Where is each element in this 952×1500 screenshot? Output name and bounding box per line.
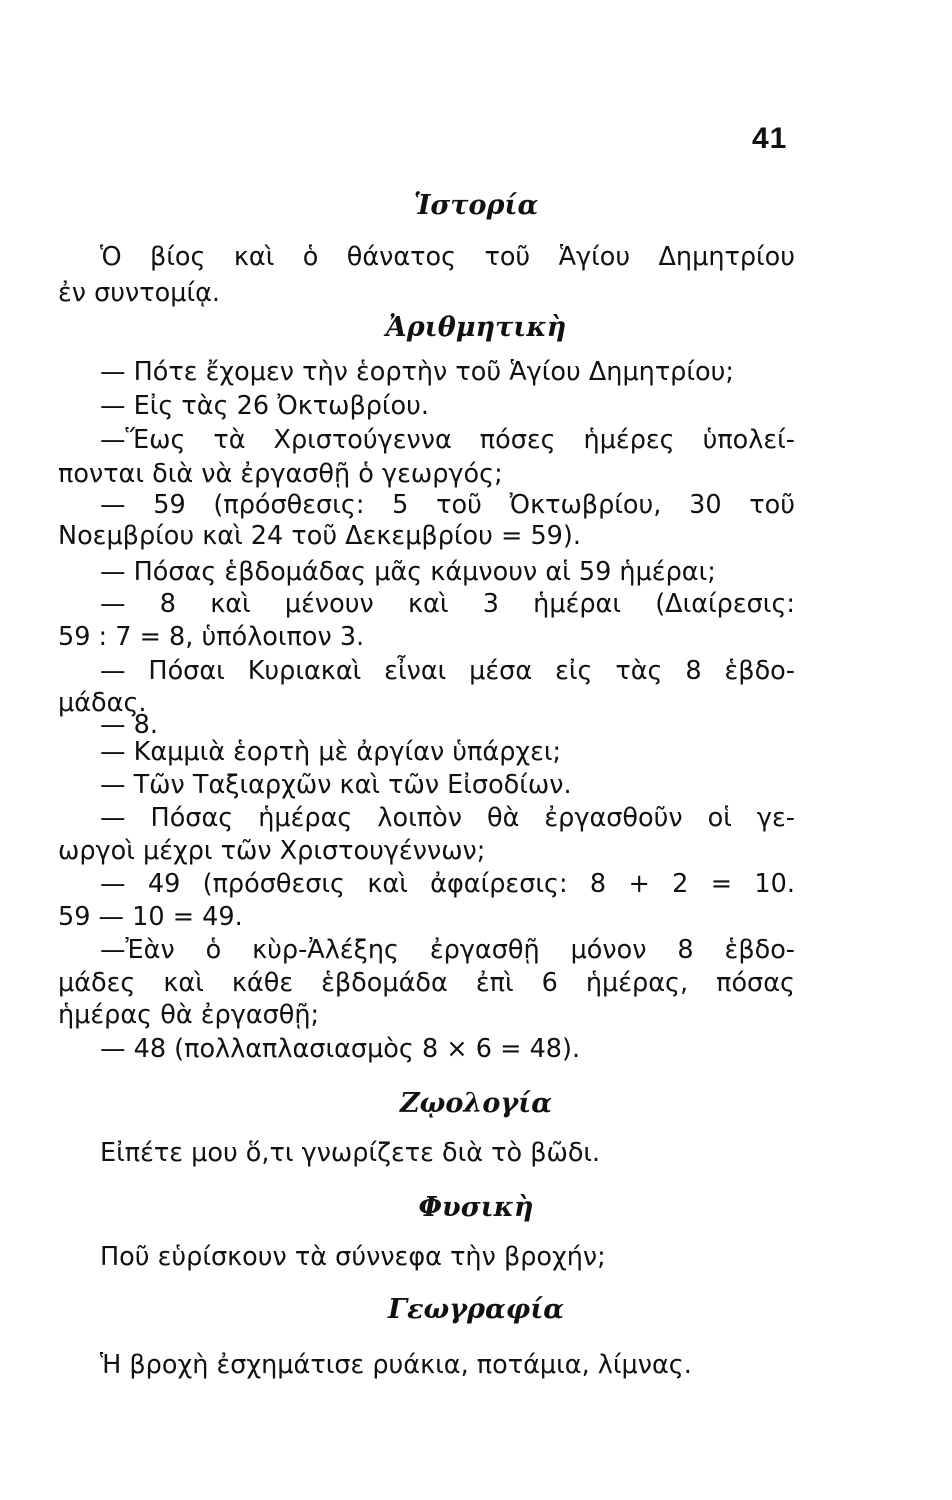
paragraph-line: 59 — 10 = 49.: [58, 902, 243, 932]
paragraph-line: — 8.: [100, 710, 158, 740]
paragraph-line: — Τῶν Ταξιαρχῶν καὶ τῶν Εἰσοδίων.: [100, 770, 572, 800]
section-title-arithmitiki: Ἀριθμητικὴ: [385, 312, 567, 343]
paragraph-line: ωργοὶ μέχρι τῶν Χριστουγέννων;: [58, 836, 486, 866]
paragraph-line: Εἰπέτε μου ὅ,τι γνωρίζετε διὰ τὸ βῶδι.: [100, 1138, 601, 1168]
paragraph-line: — Πόσας ἑβδομάδας μᾶς κάμνουν αἱ 59 ἡμέραι;: [100, 557, 716, 587]
paragraph-line: πονται διὰ νὰ ἐργασθῇ ὁ γεωργός;: [58, 459, 503, 489]
paragraph-line: — Εἰς τὰς 26 Ὀκτωβρίου.: [100, 391, 429, 421]
section-title-zoologia: Ζῳολογία: [399, 1088, 553, 1119]
paragraph-line: ἐν συντομίᾳ.: [58, 278, 221, 308]
paragraph-line: — Πόσας ἡμέρας λοιπὸν θὰ ἐργασθοῦν οἱ γε-: [100, 803, 795, 833]
paragraph-line: ἡμέρας θὰ ἐργασθῇ;: [58, 1000, 320, 1030]
section-title-istoria: Ἱστορία: [413, 190, 539, 221]
paragraph-line: — 59 (πρόσθεσις: 5 τοῦ Ὀκτωβρίου, 30 τοῦ: [100, 490, 795, 520]
paragraph-line: μάδες καὶ κάθε ἑβδομάδα ἐπὶ 6 ἡμέρας, πόσας: [58, 968, 795, 998]
paragraph-line: — 48 (πολλαπλασιασμὸς 8 × 6 = 48).: [100, 1034, 581, 1064]
paragraph-line: — Καμμιὰ ἑορτὴ μὲ ἀργίαν ὑπάρχει;: [100, 737, 562, 767]
paragraph-line: Ἡ βροχὴ ἐσχημάτισε ρυάκια, ποτάμια, λίμνας.: [100, 1350, 692, 1380]
paragraph-line: 59 : 7 = 8, ὑπόλοιπον 3.: [58, 622, 365, 652]
section-title-geografia: Γεωγραφία: [387, 1294, 565, 1325]
paragraph-line: —Ἕως τὰ Χριστούγεννα πόσες ἡμέρες ὑπολεί-: [100, 425, 795, 455]
paragraph-line: —Ἐὰν ὁ κὺρ-Ἀλέξης ἐργασθῇ μόνον 8 ἑβδο-: [100, 935, 795, 965]
paragraph-line: μάδας.: [58, 688, 147, 718]
paragraph-line: — Πόσαι Κυριακαὶ εἶναι μέσα εἰς τὰς 8 ἑβδο-: [100, 656, 795, 686]
page-number: 41: [752, 122, 788, 155]
paragraph-line: Ὁ βίος καὶ ὁ θάνατος τοῦ Ἁγίου Δημητρίου: [100, 242, 795, 272]
paragraph-line: — 8 καὶ μένουν καὶ 3 ἡμέραι (Διαίρεσις:: [100, 589, 795, 619]
section-title-fysiki: Φυσικὴ: [418, 1192, 534, 1223]
paragraph-line: — 49 (πρόσθεσις καὶ ἀφαίρεσις: 8 + 2 = 10.: [100, 869, 795, 899]
paragraph-line: Ποῦ εὑρίσκουν τὰ σύννεφα τὴν βροχήν;: [100, 1242, 606, 1272]
paragraph-line: — Πότε ἔχομεν τὴν ἑορτὴν τοῦ Ἁγίου Δημητρίου;: [100, 357, 734, 387]
paragraph-line: Νοεμβρίου καὶ 24 τοῦ Δεκεμβρίου = 59).: [58, 521, 581, 551]
